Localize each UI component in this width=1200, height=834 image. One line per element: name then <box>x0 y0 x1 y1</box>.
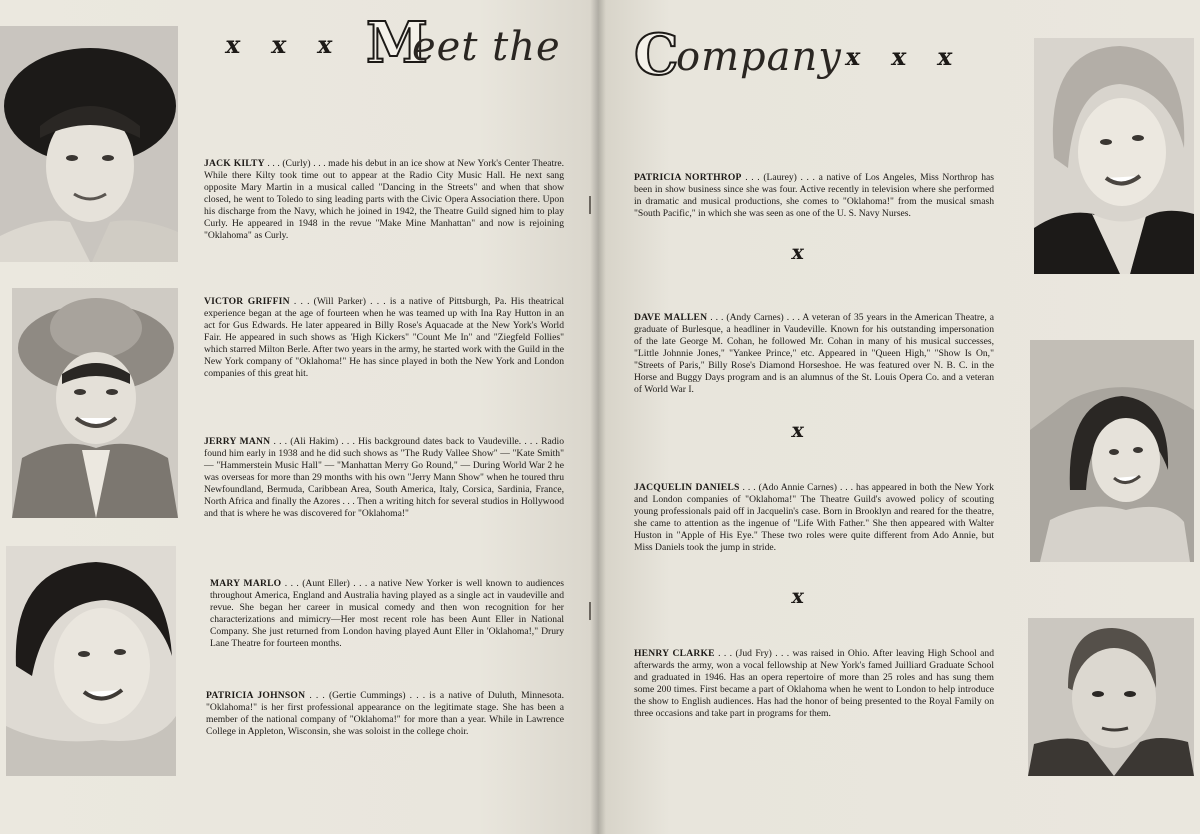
title-meet-the: eet the <box>412 24 561 70</box>
ornament-x-icon: x <box>269 30 289 59</box>
bio-name: MARY MARLO <box>210 578 282 589</box>
bio-text: . . . (Will Parker) . . . is a native of Pittsburgh, Pa. His theatrical experience began at the age of fourteen when he was teamed up with Ina Ray Hutton in an act for Gus Edwards. He later appeared in Billy Rose's Aquacade at the New York's World Fair. He appeared in such shows as 'High Kickers" "Count Me In" and "Ziegfeld Follies" which starred Milton Berle. After two years in the army, he started work with the Guild in the New York company of "Oklahoma!" He has since played in both the New York and London companies of this great hit. <box>204 296 564 379</box>
page-gutter <box>590 0 606 834</box>
bio-name: VICTOR GRIFFIN <box>204 296 290 307</box>
bio-mary-marlo <box>210 578 564 650</box>
staple <box>589 602 591 620</box>
bio-jacquelin-daniels <box>634 482 994 554</box>
bio-name: JERRY MANN <box>204 436 271 447</box>
photo-mary-marlo <box>6 546 176 776</box>
separator-x-icon: x <box>790 418 806 442</box>
bio-text: . . . (Aunt Eller) . . . a native New Yorker is well known to audiences throughout America, England and Australia having played as a single act in vaudeville and revue. She began her career in musical comedy and then won recognition for her characterizations and mimicry—Her most recent role has been Aunt Eller in National Company. She just returned from London having played Aunt Eller in 'Oklahoma!," Drury Lane Theatre for fourteen months. <box>210 578 564 649</box>
bio-text: . . . (Laurey) . . . a native of Los Angeles, Miss Northrop has been in show business since she was four. Active recently in television where she performed in dramatic and musical productions, she comes to "Oklahoma!" from the musical smash "South Pacific," in which she was seen as one of the U. S. Navy Nurses. <box>634 172 994 219</box>
photo-jack-kilty <box>0 26 178 262</box>
bio-text: . . . (Curly) . . . made his debut in an ice show at New York's Center Theatre. While there Kilty took time out to appear at the Radio City Music Hall. He next sang opposite Mary Martin in a musical called "Dancing in the Streets" and when that show closed, he went to Toledo to sing leading parts with the Civic Opera Association there. Upon his discharge from the Navy, which he joined in 1942, the Theatre Guild signed him to play Curly. He appeared in 1948 in the revue "Make Mine Manhattan" and now is rejoining "Oklahoma" as Curly. <box>204 158 564 241</box>
bio-text: . . . (Ali Hakim) . . . His background dates back to Vaudeville. . . . Radio found him early in 1938 and he did such shows as "The Rudy Vallee Show" — "Kate Smith" — "Hammerstein Music Hall" — "Manhattan Merry Go Round," — During World War 2 he was overseas for more than 29 months with his own "Jerry Mann Show" when he toured thru Newfoundland, Bermuda, Caribbean Area, South America, Italy, Corsica, Sardinia, France, North Africa and finally the Azores . . . Then a writing hitch for several studios in Hollywood and that is where he was discovered for "Oklahoma!" <box>204 436 564 519</box>
bio-text: . . . (Gertie Cummings) . . . is a native of Duluth, Minnesota. "Oklahoma!" is her first professional appearance on the legitimate stage. She has been a member of the national company of "Oklahoma!" for more than a year. While in Lawrence College in Appleton, Wisconsin, she was soloist in the college choir. <box>206 690 564 737</box>
ornament-x-icon: x <box>935 42 955 71</box>
bio-jack-kilty <box>204 158 564 242</box>
bio-name: JACK KILTY <box>204 158 265 169</box>
bio-henry-clarke <box>634 648 994 720</box>
bio-victor-griffin <box>204 296 564 380</box>
bio-name: JACQUELIN DANIELS <box>634 482 740 493</box>
ornament-x-icon: x <box>315 30 335 59</box>
ornament-x-icon: x <box>223 30 243 59</box>
ornament-x-icon: x <box>843 42 863 71</box>
bio-text: . . . (Andy Carnes) . . . A veteran of 35 years in the American Theatre, a graduate of Burlesque, a headliner in Vaudeville. Known for his outstanding impersonation of the late George M. Cohan, he followed Mr. Cohan in many of his musical successes, "Little Johnnie Jones," "Yankee Prince," etc. Appeared in "Queen High," "Show Is On," "Streets of Paris," Billy Rose's Diamond Horseshoe. He was featured over N. B. C. in the Horse and Buggy Days program and is an alumnus of the St. Louis Opera Co. and a veteran of World War I. <box>634 312 994 395</box>
bio-name: PATRICIA JOHNSON <box>206 690 306 701</box>
separator-x-icon: x <box>790 584 806 608</box>
staple <box>589 196 591 214</box>
title-company: ompany <box>676 34 842 80</box>
photo-henry-clarke <box>1028 618 1194 776</box>
bio-name: HENRY CLARKE <box>634 648 715 659</box>
separator-x-icon: x <box>790 240 806 264</box>
bio-text: . . . (Jud Fry) . . . was raised in Ohio. After leaving High School and afterwards the army, won a vocal fellowship at New York's famed Juilliard Graduate School and graduated in 1946. Has an opera repertoire of more than 25 roles and has sung them some 200 times. First became a part of Oklahoma when he went to London to help introduce the show to English audiences. Has had the honor of being presented to the Royal Family on three occasions and take part in programs for them. <box>634 648 995 719</box>
photo-victor-griffin <box>12 288 178 518</box>
ornament-x-icon: x <box>889 42 909 71</box>
bio-patricia-northrop <box>634 172 994 220</box>
bio-dave-mallen <box>634 312 994 396</box>
title-initial-c: C <box>634 22 679 88</box>
title-initial-m: M <box>366 10 428 76</box>
bio-jerry-mann <box>204 436 564 520</box>
bio-name: DAVE MALLEN <box>634 312 708 323</box>
photo-jacquelin-daniels <box>1030 340 1194 562</box>
bio-name: PATRICIA NORTHROP <box>634 172 742 183</box>
photo-patricia-northrop <box>1034 38 1194 274</box>
bio-text: . . . (Ado Annie Carnes) . . . has appeared in both the New York and London companies of "Oklahoma!" The Theatre Guild's avowed policy of scouting young professionals paid off in Jacquelin's case. Born in Brooklyn and reared for the theatre, she came to attention as the ingenue of "Life With Father." She then appeared with Walter Huston in "Apple of His Eye." These two roles were quite different from Ado Annie, but Miss Daniels took the jump in stride. <box>634 482 994 553</box>
bio-patricia-johnson <box>206 690 564 738</box>
